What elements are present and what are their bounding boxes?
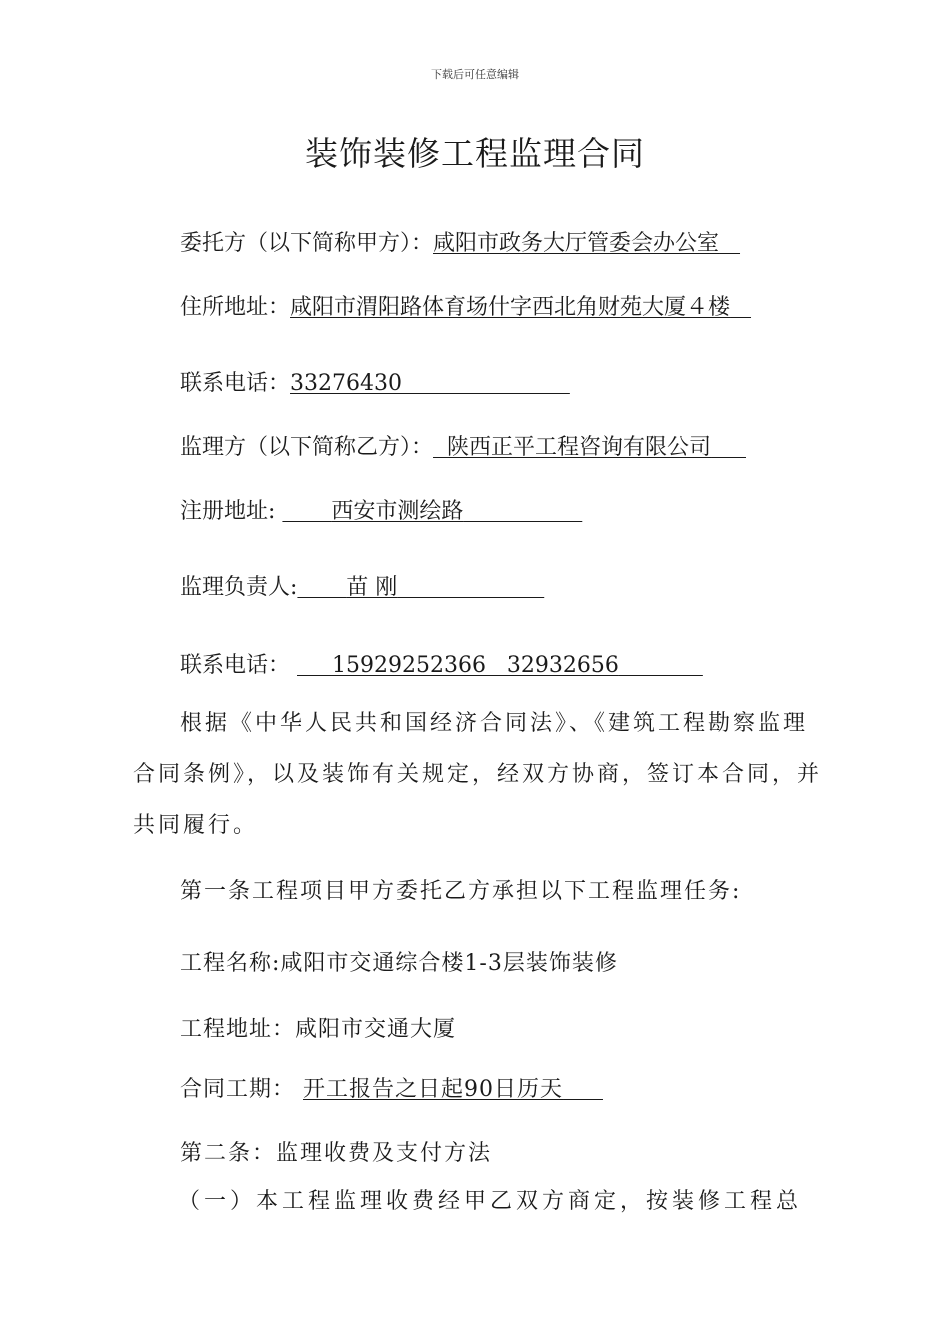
client-label: 委托方（以下简称甲方）：: [180, 231, 434, 256]
supervisor-person-label: 监理负责人:: [180, 575, 298, 600]
document-title: 装饰装修工程监理合同: [305, 134, 645, 173]
registered-address-label: 注册地址:: [180, 499, 276, 524]
contract-period-line: [180, 1072, 603, 1103]
client-address-label: 住所地址：: [180, 295, 291, 320]
supervisor-line: [180, 430, 746, 461]
supervisor-person-value: 苗 刚: [346, 575, 398, 600]
registered-address-line: [180, 494, 582, 525]
contract-period-value: 开工报告之日起90日历天: [303, 1077, 564, 1102]
supervisor-label: 监理方（以下简称乙方）：: [180, 435, 434, 460]
client-line: [180, 226, 740, 257]
supervisor-phone-label: 联系电话：: [180, 653, 291, 678]
article-2: 第二条：监理收费及支付方法: [180, 1141, 493, 1166]
supervisor-value: 陕西正平工程咨询有限公司: [447, 435, 712, 460]
client-address-value: 咸阳市渭阳路体育场什字西北角财苑大厦４楼: [290, 295, 731, 320]
fee-paragraph: （一）本工程监理收费经甲乙双方商定，按装修工程总: [178, 1189, 803, 1214]
project-name: 工程名称:咸阳市交通综合楼1-3层装饰装修: [180, 951, 618, 976]
supervisor-phone-value: 15929252366 32932656: [331, 653, 619, 678]
client-phone-label: 联系电话：: [180, 371, 291, 396]
client-phone-line: [180, 366, 570, 397]
basis-paragraph: [133, 698, 823, 851]
registered-address-value: 西安市测绘路: [331, 499, 464, 524]
basis-paragraph-text: 根据《中华人民共和国经济合同法》、《建筑工程勘察监理合同条例》，以及装饰有关规定，经双方协商，签订本合同，并共同履行。: [133, 711, 823, 838]
client-value: 咸阳市政务大厅管委会办公室: [433, 231, 720, 256]
header-note: 下载后可任意编辑: [431, 68, 519, 81]
contract-period-label: 合同工期：: [180, 1077, 296, 1102]
article-1: 第一条工程项目甲方委托乙方承担以下工程监理任务:: [180, 879, 742, 904]
client-address-line: [180, 290, 751, 321]
supervisor-phone-line: [180, 648, 703, 679]
client-phone-value: 33276430: [290, 371, 402, 396]
supervisor-person-line: [180, 570, 544, 601]
project-address: 工程地址：咸阳市交通大厦: [180, 1017, 457, 1042]
